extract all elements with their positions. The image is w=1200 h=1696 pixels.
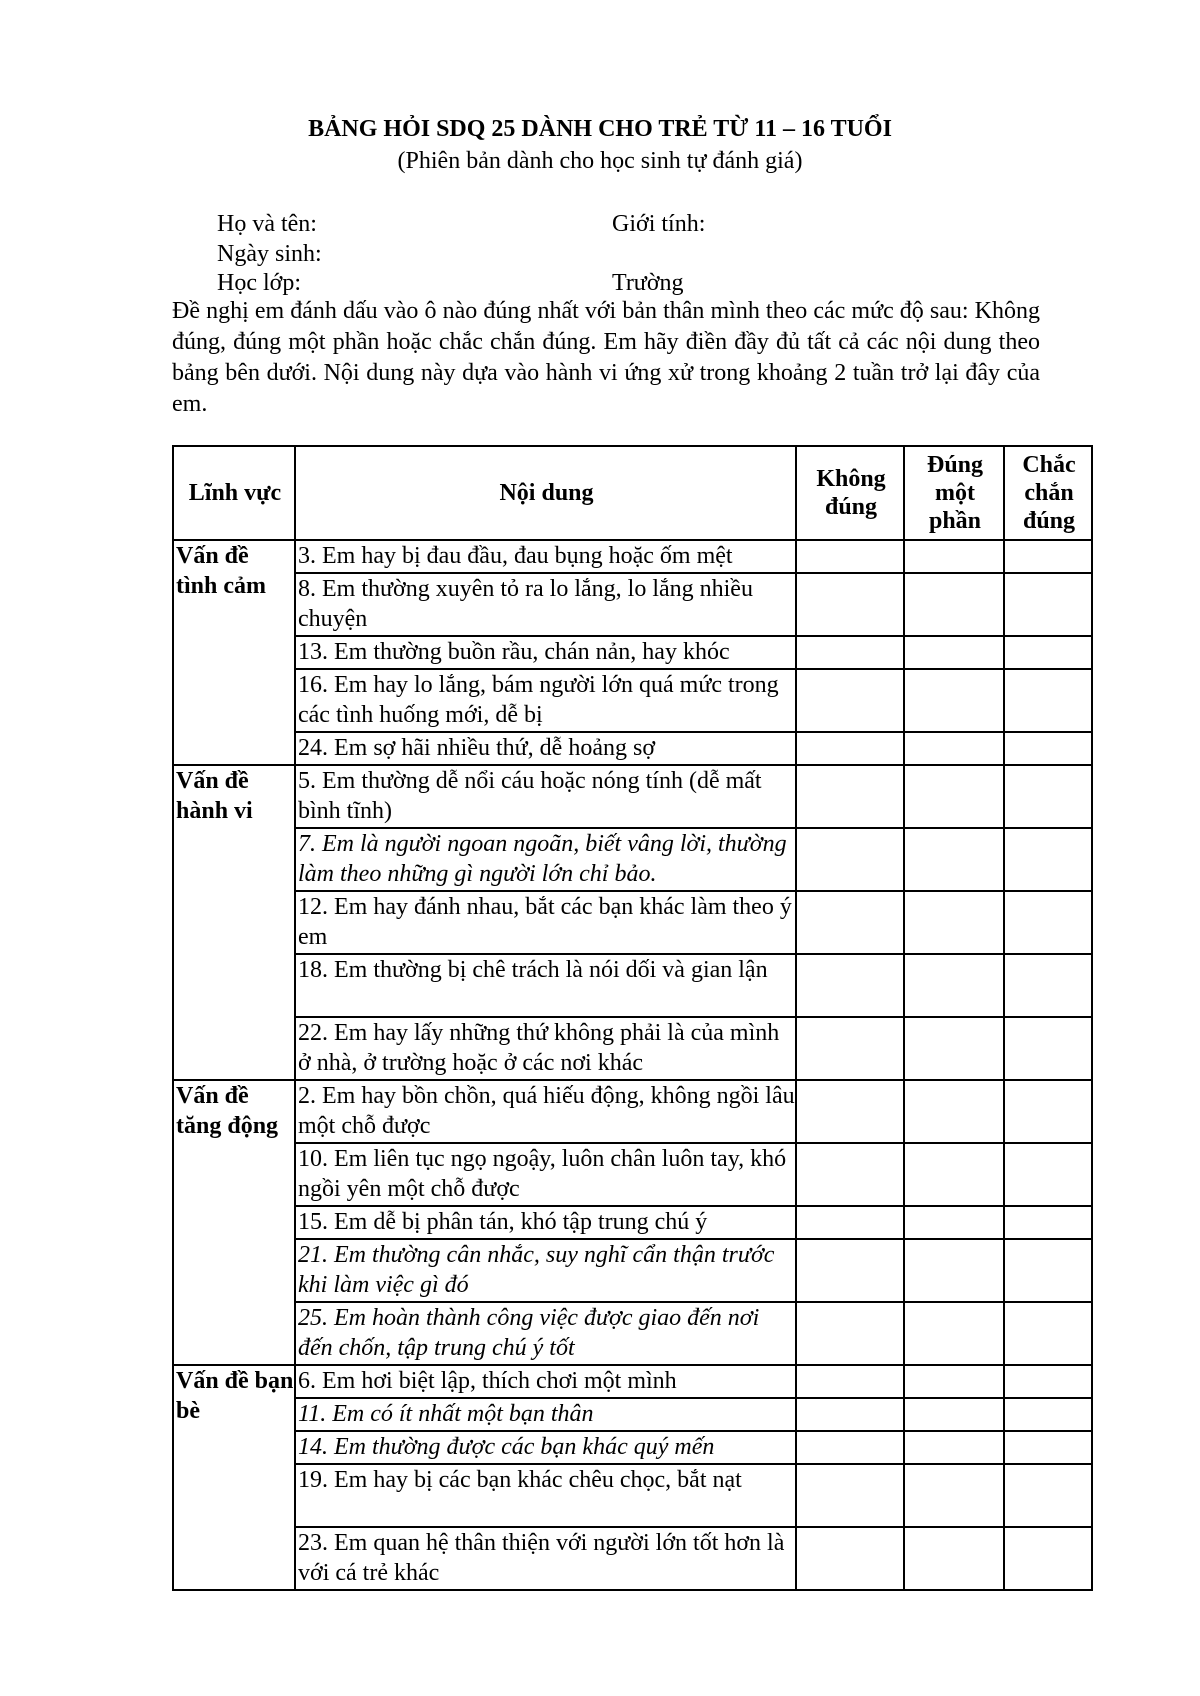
answer-certainly-true-cell[interactable] [1004,636,1092,669]
answer-not-true-cell[interactable] [796,1365,904,1398]
answer-certainly-true-cell[interactable] [1004,1527,1092,1590]
item-text-cell: 2. Em hay bồn chồn, quá hiếu động, không ngồi lâu một chỗ được [295,1080,796,1143]
answer-certainly-true-cell[interactable] [1004,765,1092,828]
table-row [173,828,1092,891]
answer-certainly-true-cell[interactable] [1004,828,1092,891]
answer-somewhat-true-cell[interactable] [904,669,1004,732]
instructions-paragraph: Đề nghị em đánh dấu vào ô nào đúng nhất với bản thân mình theo các mức độ sau: Không đúng, đúng một phần hoặc chắc chắn đúng. Em hãy điền đầy đủ tất cả các nội dung theo bảng bên dưới. Nội dung này dựa vào hành vi ứng xử trong khoảng 2 tuần trở lại đây của em. [172,298,1040,417]
table-row [173,1398,1092,1431]
answer-not-true-cell[interactable] [796,765,904,828]
sdq-table [172,445,1093,1591]
answer-not-true-cell[interactable] [796,891,904,954]
table-row [173,1527,1092,1590]
answer-somewhat-true-cell[interactable] [904,1239,1004,1302]
answer-certainly-true-cell[interactable] [1004,1143,1092,1206]
answer-somewhat-true-cell[interactable] [904,636,1004,669]
header-certainly-true: Chắc chắn đúng [1004,446,1092,540]
item-text-cell: 11. Em có ít nhất một bạn thân [295,1398,796,1431]
item-text-cell: 12. Em hay đánh nhau, bắt các bạn khác làm theo ý em [295,891,796,954]
class-field-label: Học lớp: [217,270,302,296]
item-text-cell: 19. Em hay bị các bạn khác chêu chọc, bắt nạt [295,1464,796,1527]
domain-cell: Vấn đề bạn bè [173,1365,295,1590]
answer-somewhat-true-cell[interactable] [904,1080,1004,1143]
item-text-cell: 5. Em thường dễ nổi cáu hoặc nóng tính (dễ mất bình tĩnh) [295,765,796,828]
answer-somewhat-true-cell[interactable] [904,765,1004,828]
answer-somewhat-true-cell[interactable] [904,1431,1004,1464]
item-text-cell: 23. Em quan hệ thân thiện với người lớn tốt hơn là với cá trẻ khác [295,1527,796,1590]
item-text-cell: 6. Em hơi biệt lập, thích chơi một mình [295,1365,796,1398]
table-row [173,1239,1092,1302]
table-row [173,1143,1092,1206]
table-row [173,1302,1092,1365]
answer-not-true-cell[interactable] [796,1431,904,1464]
domain-cell: Vấn đề tình cảm [173,540,295,765]
item-text-cell: 13. Em thường buồn rầu, chán nản, hay khóc [295,636,796,669]
header-not-true: Không đúng [796,446,904,540]
answer-not-true-cell[interactable] [796,1143,904,1206]
item-text-cell: 8. Em thường xuyên tỏ ra lo lắng, lo lắng nhiều chuyện [295,573,796,636]
item-text-cell: 3. Em hay bị đau đầu, đau bụng hoặc ốm mệt [295,540,796,573]
answer-certainly-true-cell[interactable] [1004,954,1092,1017]
item-text-cell: 10. Em liên tục ngọ ngoậy, luôn chân luôn tay, khó ngồi yên một chỗ được [295,1143,796,1206]
answer-not-true-cell[interactable] [796,1398,904,1431]
page-title: BẢNG HỎI SDQ 25 DÀNH CHO TRẺ TỪ 11 – 16 TUỔI [308,116,892,142]
school-field-label: Trường [612,270,684,296]
answer-certainly-true-cell[interactable] [1004,573,1092,636]
answer-certainly-true-cell[interactable] [1004,1239,1092,1302]
item-text-cell: 14. Em thường được các bạn khác quý mến [295,1431,796,1464]
answer-certainly-true-cell[interactable] [1004,732,1092,765]
answer-certainly-true-cell[interactable] [1004,1464,1092,1527]
answer-not-true-cell[interactable] [796,954,904,1017]
table-row [173,669,1092,732]
table-row [173,1464,1092,1527]
answer-certainly-true-cell[interactable] [1004,1431,1092,1464]
item-text-cell: 25. Em hoàn thành công việc được giao đến nơi đến chốn, tập trung chú ý tốt [295,1302,796,1365]
answer-somewhat-true-cell[interactable] [904,540,1004,573]
item-text-cell: 15. Em dễ bị phân tán, khó tập trung chú ý [295,1206,796,1239]
answer-not-true-cell[interactable] [796,1017,904,1080]
answer-certainly-true-cell[interactable] [1004,669,1092,732]
item-text-cell: 21. Em thường cân nhắc, suy nghĩ cẩn thận trước khi làm việc gì đó [295,1239,796,1302]
answer-somewhat-true-cell[interactable] [904,1143,1004,1206]
answer-certainly-true-cell[interactable] [1004,1017,1092,1080]
answer-not-true-cell[interactable] [796,669,904,732]
table-row [173,1206,1092,1239]
answer-certainly-true-cell[interactable] [1004,1302,1092,1365]
page-subtitle: (Phiên bản dành cho học sinh tự đánh giá) [397,148,803,174]
answer-somewhat-true-cell[interactable] [904,891,1004,954]
answer-somewhat-true-cell[interactable] [904,1017,1004,1080]
answer-somewhat-true-cell[interactable] [904,828,1004,891]
answer-not-true-cell[interactable] [796,1302,904,1365]
answer-certainly-true-cell[interactable] [1004,1365,1092,1398]
answer-somewhat-true-cell[interactable] [904,954,1004,1017]
answer-not-true-cell[interactable] [796,732,904,765]
answer-somewhat-true-cell[interactable] [904,732,1004,765]
header-domain: Lĩnh vực [173,446,295,540]
answer-not-true-cell[interactable] [796,540,904,573]
answer-certainly-true-cell[interactable] [1004,1080,1092,1143]
table-row [173,540,1092,573]
table-header-row [173,446,1092,540]
table-row [173,732,1092,765]
answer-somewhat-true-cell[interactable] [904,1302,1004,1365]
answer-not-true-cell[interactable] [796,573,904,636]
answer-certainly-true-cell[interactable] [1004,1398,1092,1431]
answer-somewhat-true-cell[interactable] [904,1464,1004,1527]
name-field-label: Họ và tên: [217,211,317,237]
item-text-cell: 7. Em là người ngoan ngoãn, biết vâng lời, thường làm theo những gì người lớn chỉ bảo. [295,828,796,891]
answer-certainly-true-cell[interactable] [1004,891,1092,954]
answer-not-true-cell[interactable] [796,1239,904,1302]
answer-somewhat-true-cell[interactable] [904,1365,1004,1398]
table-row [173,954,1092,1017]
answer-somewhat-true-cell[interactable] [904,573,1004,636]
table-row [173,1431,1092,1464]
answer-somewhat-true-cell[interactable] [904,1398,1004,1431]
answer-not-true-cell[interactable] [796,828,904,891]
domain-cell: Vấn đề tăng động [173,1080,295,1365]
answer-not-true-cell[interactable] [796,1527,904,1590]
item-text-cell: 16. Em hay lo lắng, bám người lớn quá mức trong các tình huống mới, dễ bị [295,669,796,732]
item-text-cell: 18. Em thường bị chê trách là nói dối và gian lận [295,954,796,1017]
item-text-cell: 24. Em sợ hãi nhiều thứ, dễ hoảng sợ [295,732,796,765]
item-text-cell: 22. Em hay lấy những thứ không phải là của mình ở nhà, ở trường hoặc ở các nơi khác [295,1017,796,1080]
table-body [173,540,1092,1590]
dob-field-label: Ngày sinh: [217,241,322,267]
answer-not-true-cell[interactable] [796,1206,904,1239]
table-row [173,636,1092,669]
table-row [173,573,1092,636]
answer-somewhat-true-cell[interactable] [904,1206,1004,1239]
table-row [173,1080,1092,1143]
answer-certainly-true-cell[interactable] [1004,1206,1092,1239]
table-row [173,891,1092,954]
table-row [173,765,1092,828]
table-row [173,1365,1092,1398]
answer-not-true-cell[interactable] [796,1464,904,1527]
header-somewhat-true: Đúng một phần [904,446,1004,540]
answer-not-true-cell[interactable] [796,1080,904,1143]
domain-cell: Vấn đề hành vi [173,765,295,1080]
answer-certainly-true-cell[interactable] [1004,540,1092,573]
header-content: Nội dung [295,446,796,540]
table-row [173,1017,1092,1080]
gender-field-label: Giới tính: [612,211,706,237]
answer-not-true-cell[interactable] [796,636,904,669]
answer-somewhat-true-cell[interactable] [904,1527,1004,1590]
